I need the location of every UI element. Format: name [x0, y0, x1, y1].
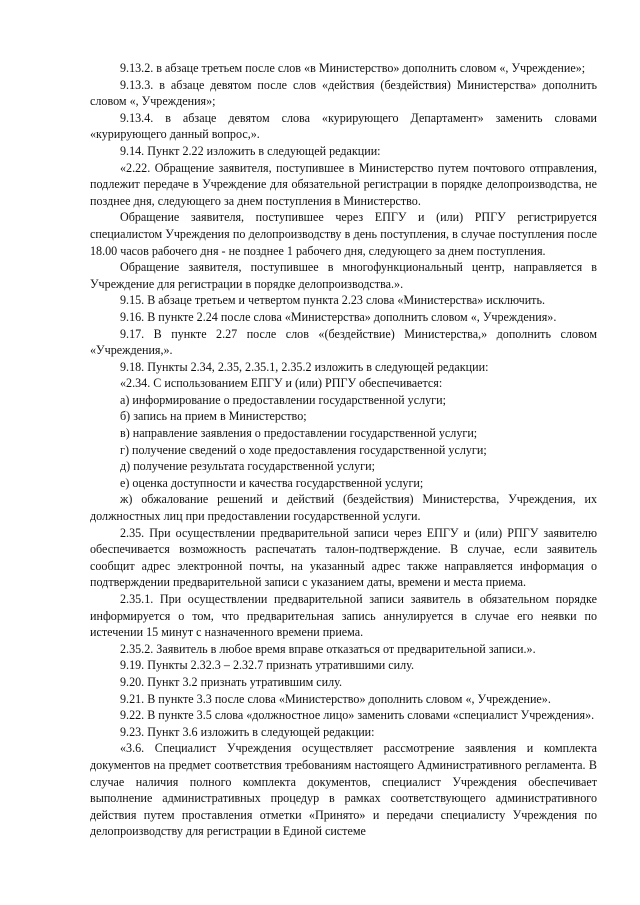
paragraph-2-22: «2.22. Обращение заявителя, поступившее в Министерство путем почтового отправления, подлежит передаче в Учреждение для обязательной регистрации в порядке делопроизводства, не позднее дня, следующего за днем поступления в Министерство. — [90, 160, 597, 208]
list-item-zh: ж) обжалование решений и действий (бездействия) Министерства, Учреждения, их должностных лиц при предоставлении государственной услуги. — [90, 492, 597, 524]
paragraph-2-35-1: 2.35.1. При осуществлении предварительной записи заявитель в обязательном порядке информируется о том, что предварительная запись аннулируется в случае его неявки по истечении 15 минут с назначенного времени приема. — [90, 592, 597, 640]
list-item-b: б) запись на прием в Министерство; — [120, 409, 307, 424]
paragraph-9-15: 9.15. В абзаце третьем и четвертом пункта 2.23 слова «Министерства» исключить. — [120, 293, 546, 308]
paragraph-2-22-mfc: Обращение заявителя, поступившее в многофункциональный центр, направляется в Учреждение для регистрации в порядке делопроизводства.». — [90, 260, 597, 291]
document-page — [90, 60, 597, 840]
list-item-v: в) направление заявления о предоставлении государственной услуги; — [120, 426, 478, 441]
paragraph-2-35: 2.35. При осуществлении предварительной записи через ЕПГУ и (или) РПГУ заявителю обеспечивается возможность распечатать талон-подтверждение. В случае, если заявитель сообщит адрес электронной почты, на указанный адрес также направляется информация о подтверждении предварительной записи с указанием даты, времени и места приема. — [90, 525, 597, 590]
list-item-e: е) оценка доступности и качества государственной услуги; — [120, 475, 424, 490]
paragraph-9-13-4: 9.13.4. в абзаце девятом слова «курирующего Департамент» заменить словами «курирующего данный вопрос,». — [90, 110, 597, 142]
paragraph-9-13-2: 9.13.2. в абзаце третьем после слов «в Министерство» дополнить словом «, Учреждение»; — [120, 61, 586, 75]
paragraph-2-22-epgu: Обращение заявителя, поступившее через ЕПГУ и (или) РПГУ регистрируется специалистом Учреждения по делопроизводству в день поступления, в случае поступления после 18.00 часов рабочего дня - не позднее 1 рабочего дня, следующего за днем поступления. — [90, 210, 597, 258]
paragraph-9-18: 9.18. Пункты 2.34, 2.35, 2.35.1, 2.35.2 изложить в следующей редакции: — [120, 359, 489, 374]
paragraph-9-20: 9.20. Пункт 3.2 признать утратившим силу. — [120, 674, 342, 689]
paragraph-2-35-2: 2.35.2. Заявитель в любое время вправе отказаться от предварительной записи.». — [120, 641, 536, 656]
paragraph-3-6: «3.6. Специалист Учреждения осуществляет рассмотрение заявления и комплекта документов на предмет соответствия требованиям настоящего Административного регламента. В случае наличия полного комплекта документов, специалист Учреждения обеспечивает выполнение административных процедур в рамках соответствующего административного действия путем проставления отметки «Принято» и передачи специалисту Учреждения по делопроизводству для регистрации в Единой системе — [90, 741, 597, 839]
paragraph-9-19: 9.19. Пункты 2.32.3 – 2.32.7 признать утратившими силу. — [120, 658, 415, 673]
paragraph-9-14: 9.14. Пункт 2.22 изложить в следующей редакции: — [120, 143, 381, 158]
paragraph-9-21: 9.21. В пункте 3.3 после слова «Министерство» дополнить словом «, Учреждение». — [120, 691, 551, 706]
paragraph-9-17: 9.17. В пункте 2.27 после слов «(бездействие) Министерства,» дополнить словом «Учреждения,». — [90, 326, 597, 358]
paragraph-9-22: 9.22. В пункте 3.5 слова «должностное лицо» заменить словами «специалист Учреждения». — [120, 708, 595, 723]
paragraph-9-23: 9.23. Пункт 3.6 изложить в следующей редакции: — [120, 724, 375, 739]
paragraph-2-34: «2.34. С использованием ЕПГУ и (или) РПГУ обеспечивается: — [120, 376, 443, 391]
list-item-a: а) информирование о предоставлении государственной услуги; — [120, 392, 446, 407]
paragraph-9-13-3: 9.13.3. в абзаце девятом после слов «действия (бездействия) Министерства» дополнить словом «, Учреждения»; — [90, 77, 597, 109]
list-item-d: д) получение результата государственной услуги; — [120, 459, 375, 474]
list-item-g: г) получение сведений о ходе предоставления государственной услуги; — [120, 442, 487, 457]
paragraph-9-16: 9.16. В пункте 2.24 после слова «Министерства» дополнить словом «, Учреждения». — [120, 309, 557, 324]
